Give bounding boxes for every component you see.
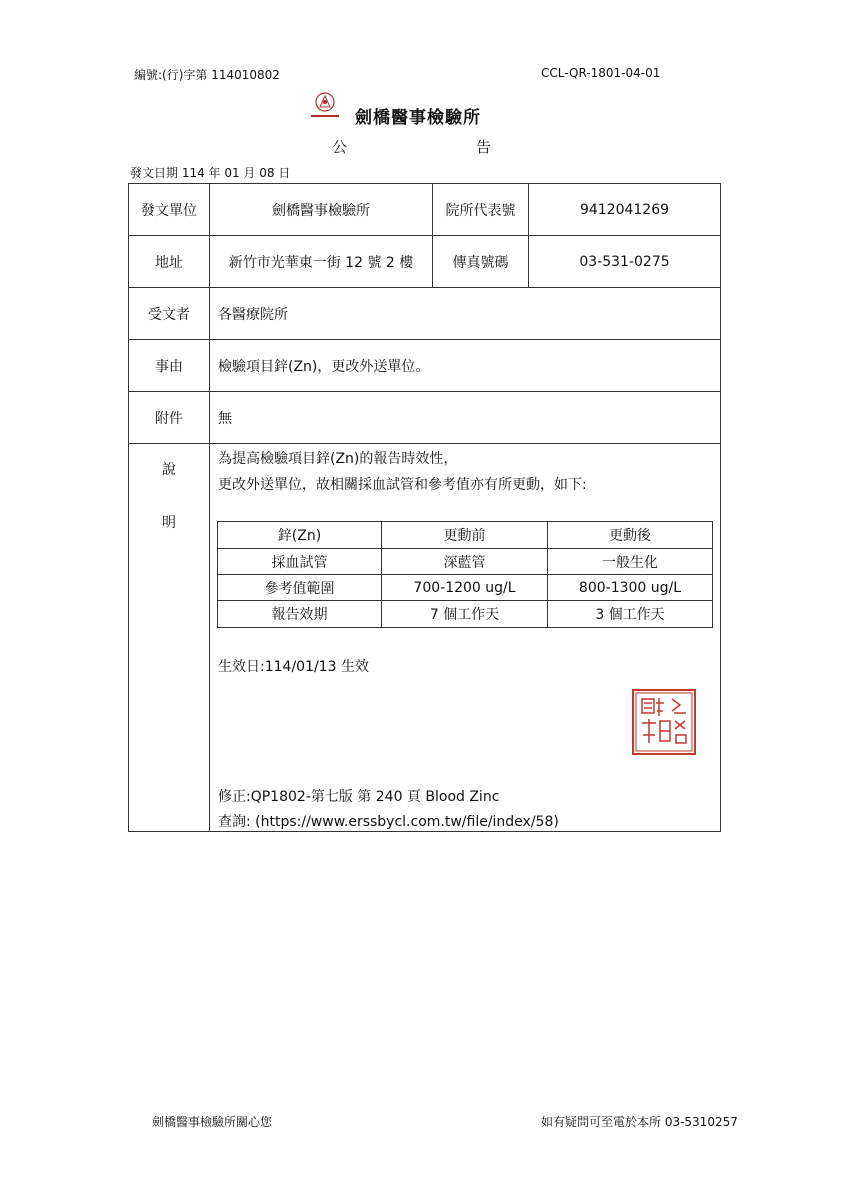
explanation-line-2: 更改外送單位，故相關採血試管和參考值亦有所更動，如下: [218,477,587,493]
explanation-label-1: 說 [162,462,176,478]
subject-label: 事由 [155,358,183,375]
explanation-label-2: 明 [162,515,176,531]
footer-left-text: 劍橋醫事檢驗所關心您 [152,1115,273,1129]
fax-value: 03-531-0275 [579,253,670,270]
change-table-cell: 報告效期 [271,607,328,623]
change-table-cell: 採血試管 [271,554,328,571]
fax-label: 傳真號碼 [452,254,509,271]
revision-note: 修正:QP1802-第七版 第 240 頁 Blood Zinc [218,789,500,805]
notice-heading-char-1: 公 [332,138,348,156]
recipient-label: 受文者 [148,306,190,323]
change-table-cell: 一般生化 [602,554,658,571]
attachment-value: 無 [218,410,232,427]
notice-table [128,183,721,832]
subject-value: 檢驗項目鋅(Zn)，更改外送單位。 [218,358,430,375]
query-link[interactable]: 查詢: (https://www.erssbycl.com.tw/file/index/58) [218,814,559,830]
issue-date: 發文日期 114 年 01 月 08 日 [130,166,291,180]
change-table-cell: 7 個工作天 [429,607,500,623]
address-label: 地址 [155,254,183,271]
change-table-cell: 深藍管 [443,554,486,571]
effective-date: 生效日:114/01/13 生效 [218,659,369,675]
attachment-label: 附件 [155,410,183,427]
change-table-cell: 800-1300 ug/L [578,579,682,596]
form-code: CCL-QR-1801-04-01 [541,66,661,80]
change-table [217,521,713,628]
notice-heading-char-2: 告 [476,138,492,156]
issuer-label: 發文單位 [141,202,197,219]
recipient-value: 各醫療院所 [218,306,288,323]
document-number: 編號:(行)字第 114010802 [134,68,280,82]
org-title: 劍橋醫事檢驗所 [355,108,481,128]
footer-right-text: 如有疑問可至電於本所 03-5310257 [541,1115,738,1129]
org-code-value: 9412041269 [579,201,670,218]
issuer-value: 劍橋醫事檢驗所 [272,202,370,219]
address-value: 新竹市光華東一街 12 號 2 樓 [228,254,414,271]
change-table-header: 鋅(Zn) [277,528,322,544]
official-seal [632,689,696,755]
org-code-label: 院所代表號 [445,202,516,219]
org-logo [307,91,343,121]
change-table-cell: 3 個工作天 [595,607,665,623]
change-table-header: 更動後 [609,528,651,544]
change-table-cell: 700-1200 ug/L [413,579,516,596]
explanation-line-1: 為提高檢驗項目鋅(Zn)的報告時效性， [218,451,458,467]
change-table-cell: 參考值範圍 [264,580,335,597]
change-table-header: 更動前 [443,528,486,544]
